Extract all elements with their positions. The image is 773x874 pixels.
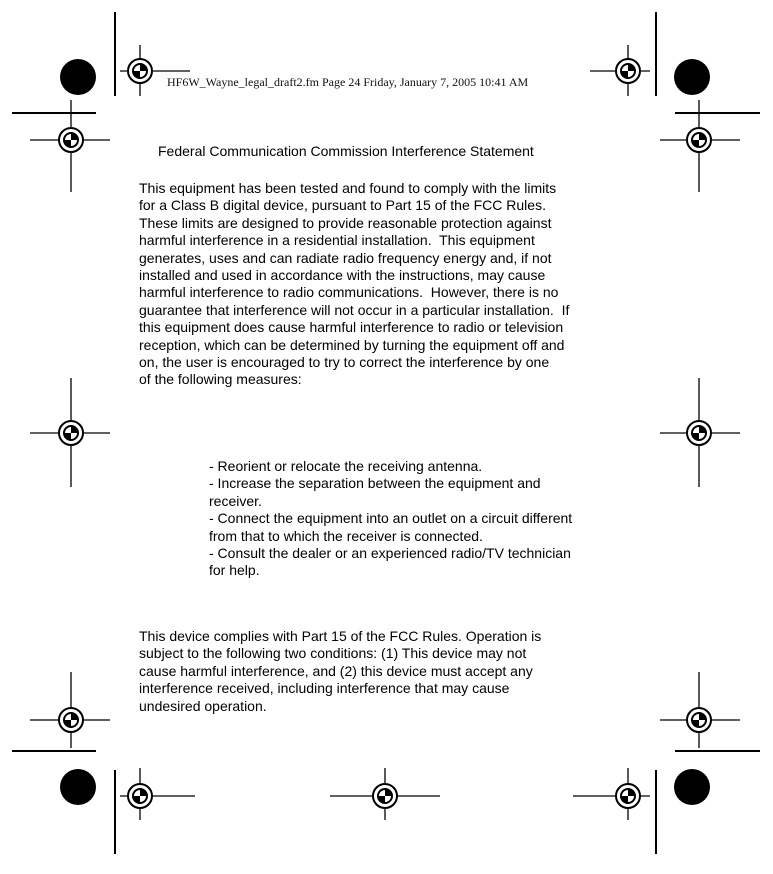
compliance-paragraph: This device complies with Part 15 of the FCC Rules. Operation is subject to the following two conditions: (1) This device may not cause harmful interference, and (2) this device must accept any interference received, including interference that may cause undesired operation. xyxy=(139,628,542,714)
page-header: HF6W_Wayne_legal_draft2.fm Page 24 Friday, January 7, 2005 10:41 AM xyxy=(167,75,529,89)
registration-mark xyxy=(59,128,83,152)
page-title: Federal Communication Commission Interference Statement xyxy=(158,143,534,159)
registration-mark xyxy=(616,59,640,83)
registration-mark xyxy=(128,784,152,808)
registration-dot xyxy=(60,59,96,95)
measures-list: - Reorient or relocate the receiving antenna. - Increase the separation between the equipment and receiver. - Connect the equipment into an outlet on a circuit different from that to which the receiver is connected. - Consult the dealer or an experienced radio/TV technician for help. xyxy=(209,458,573,579)
interference-paragraph: This equipment has been tested and found to comply with the limits for a Class B digital device, pursuant to Part 15 of the FCC Rules. These limits are designed to provide reasonable protection against harmful interference in a residential installation. This equipment generates, uses and can radiate radio frequency energy and, if not installed and used in accordance with the instructions, may cause harmful interference to radio communications. However, there is no guarantee that interference will not occur in a particular installation. If this equipment does cause harmful interference to radio or television reception, which can be determined by turning the equipment off and on, the user is encouraged to try to correct the interference by one of the following measures: xyxy=(139,180,570,388)
registration-mark xyxy=(687,421,711,445)
registration-dot xyxy=(60,769,96,805)
registration-mark xyxy=(373,784,397,808)
registration-dot xyxy=(674,59,710,95)
registration-mark xyxy=(59,708,83,732)
registration-dot xyxy=(674,769,710,805)
registration-mark xyxy=(687,128,711,152)
registration-mark xyxy=(128,59,152,83)
registration-mark xyxy=(687,708,711,732)
registration-mark xyxy=(616,784,640,808)
registration-mark xyxy=(59,421,83,445)
